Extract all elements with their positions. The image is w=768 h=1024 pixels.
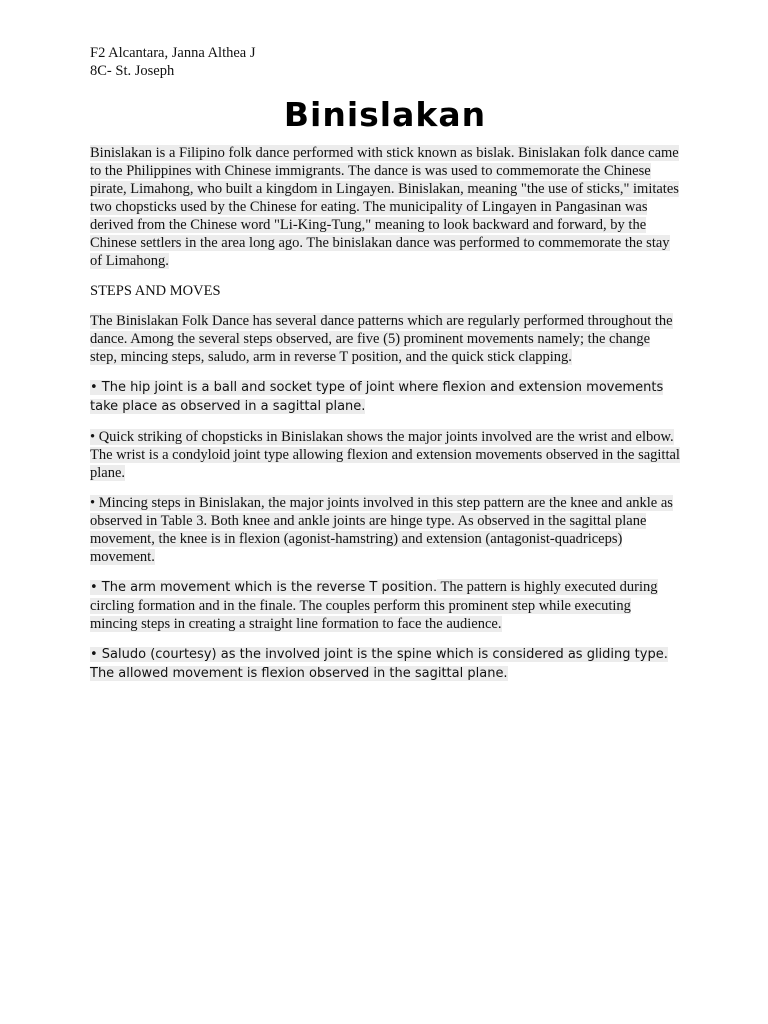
bullet-mincing-steps (90, 494, 680, 566)
bullet-arm-movement-text-b: The pattern is highly executed during circling formation and in the finale. The couples perform this prominent step while executing mincing steps in creating a straight line formation to face the audience. (90, 579, 658, 632)
bullet-arm-movement-text-a: • The arm movement which is the reverse T position. (90, 580, 438, 595)
steps-intro-paragraph (90, 312, 680, 366)
steps-heading (90, 282, 680, 300)
bullet-arm-movement (90, 578, 680, 633)
bullet-hip-joint (90, 378, 680, 416)
student-name-line: F2 Alcantara, Janna Althea J (90, 45, 256, 61)
document-title: Binislakan (283, 95, 487, 134)
bullet-hip-joint-text: • The hip joint is a ball and socket type of joint where flexion and extension movements take place as observed in a sagittal plane. (90, 380, 664, 414)
document-page (90, 44, 680, 695)
steps-heading-text: STEPS AND MOVES (90, 283, 221, 299)
bullet-chopsticks-text: • Quick striking of chopsticks in Binislakan shows the major joints involved are the wrist and elbow. The wrist is a condyloid joint type allowing flexion and extension movements observed in the sagittal plane. (90, 429, 680, 481)
student-section-line: 8C- St. Joseph (90, 63, 175, 79)
steps-intro-text: The Binislakan Folk Dance has several dance patterns which are regularly performed throughout the dance. Among the several steps observed, are five (5) prominent movements namely; the change step, mincing steps, saludo, arm in reverse T position, and the quick stick clapping. (90, 313, 673, 365)
bullet-chopsticks (90, 428, 680, 482)
bullet-saludo (90, 645, 680, 683)
intro-text: Binislakan is a Filipino folk dance performed with stick known as bislak. Binislakan folk dance came to the Philippines with Chinese immigrants. The dance is was used to commemorate the Chinese pirate, Limahong, who built a kingdom in Lingayen. Binislakan, meaning "the use of sticks," imitates two chopsticks used by the Chinese for eating. The municipality of Lingayen in Pangasinan was derived from the Chinese word "Li-King-Tung," meaning to look backward and forward, by the Chinese settlers in the area long ago. The binislakan dance was performed to commemorate the stay of Limahong. (90, 145, 679, 269)
intro-paragraph (90, 144, 680, 270)
bullet-mincing-steps-text: • Mincing steps in Binislakan, the major joints involved in this step pattern are the knee and ankle as observed in Table 3. Both knee and ankle joints are hinge type. As observed in the sagittal plane movement, the knee is in flexion (agonist-hamstring) and extension (antagonist-quadriceps) movement. (90, 495, 673, 565)
bullet-saludo-text: • Saludo (courtesy) as the involved joint is the spine which is considered as gliding type. The allowed movement is flexion observed in the sagittal plane. (90, 647, 668, 681)
